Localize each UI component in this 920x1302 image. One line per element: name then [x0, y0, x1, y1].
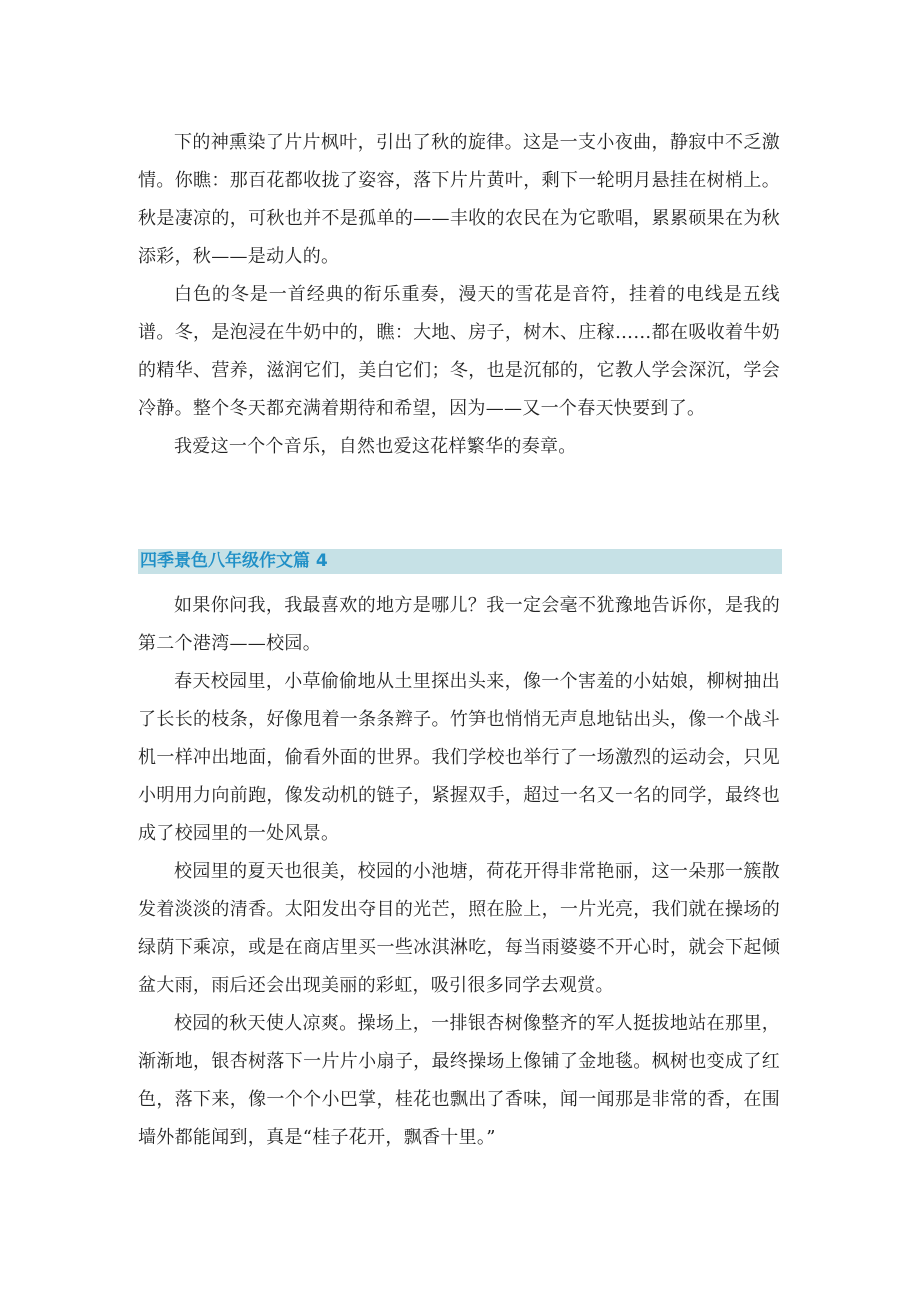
essay-section-top — [138, 124, 780, 466]
paragraph-intro: 如果你问我，我最喜欢的地方是哪儿？我一定会毫不犹豫地告诉你，是我的第二个港湾——校园。 — [138, 595, 780, 654]
section-heading-bar — [138, 549, 782, 574]
paragraph-summer: 校园里的夏天也很美，校园的小池塘，荷花开得非常艳丽，这一朵那一簇散发着淡淡的清香。太阳发出夺目的光芒，照在脸上，一片光亮，我们就在操场的绿荫下乘凉，或是在商店里买一些冰淇淋吃，每当雨婆婆不开心时，就会下起倾盆大雨，雨后还会出现美丽的彩虹，吸引很多同学去观赏。 — [138, 861, 780, 996]
essay-section-bottom — [138, 587, 780, 1157]
paragraph-spring: 春天校园里，小草偷偷地从土里探出头来，像一个害羞的小姑娘，柳树抽出了长长的枝条，好像甩着一条条辫子。竹笋也悄悄无声息地钻出头，像一个战斗机一样冲出地面，偷看外面的世界。我们学校也举行了一场激烈的运动会，只见小明用力向前跑，像发动机的链子，紧握双手，超过一名又一名的同学，最终也成了校园里的一处风景。 — [138, 671, 780, 844]
paragraph-winter: 白色的冬是一首经典的衔乐重奏，漫天的雪花是音符，挂着的电线是五线谱。冬，是泡浸在牛奶中的，瞧：大地、房子，树木、庄稼……都在吸收着牛奶的精华、营养，滋润它们，美白它们；冬，也是沉郁的，它教人学会深沉，学会冷静。整个冬天都充满着期待和希望，因为——又一个春天快要到了。 — [138, 284, 780, 419]
section-heading: 四季景色八年级作文篇 4 — [140, 551, 328, 571]
paragraph-conclusion: 我爱这一个个音乐，自然也爱这花样繁华的奏章。 — [174, 436, 577, 457]
paragraph-autumn-continued: 下的神熏染了片片枫叶，引出了秋的旋律。这是一支小夜曲，静寂中不乏激情。你瞧：那百花都收拢了姿容，落下片片黄叶，剩下一轮明月悬挂在树梢上。秋是凄凉的，可秋也并不是孤单的——丰收的农民在为它歌唱，累累硕果在为秋添彩，秋——是动人的。 — [138, 132, 780, 267]
paragraph-autumn: 校园的秋天使人凉爽。操场上，一排银杏树像整齐的军人挺拔地站在那里，渐渐地，银杏树落下一片片小扇子，最终操场上像铺了金地毯。枫树也变成了红色，落下来，像一个个小巴掌，桂花也飘出了香味，闻一闻那是非常的香，在围墙外都能闻到，真是“桂子花开，飘香十里。” — [138, 1013, 780, 1148]
